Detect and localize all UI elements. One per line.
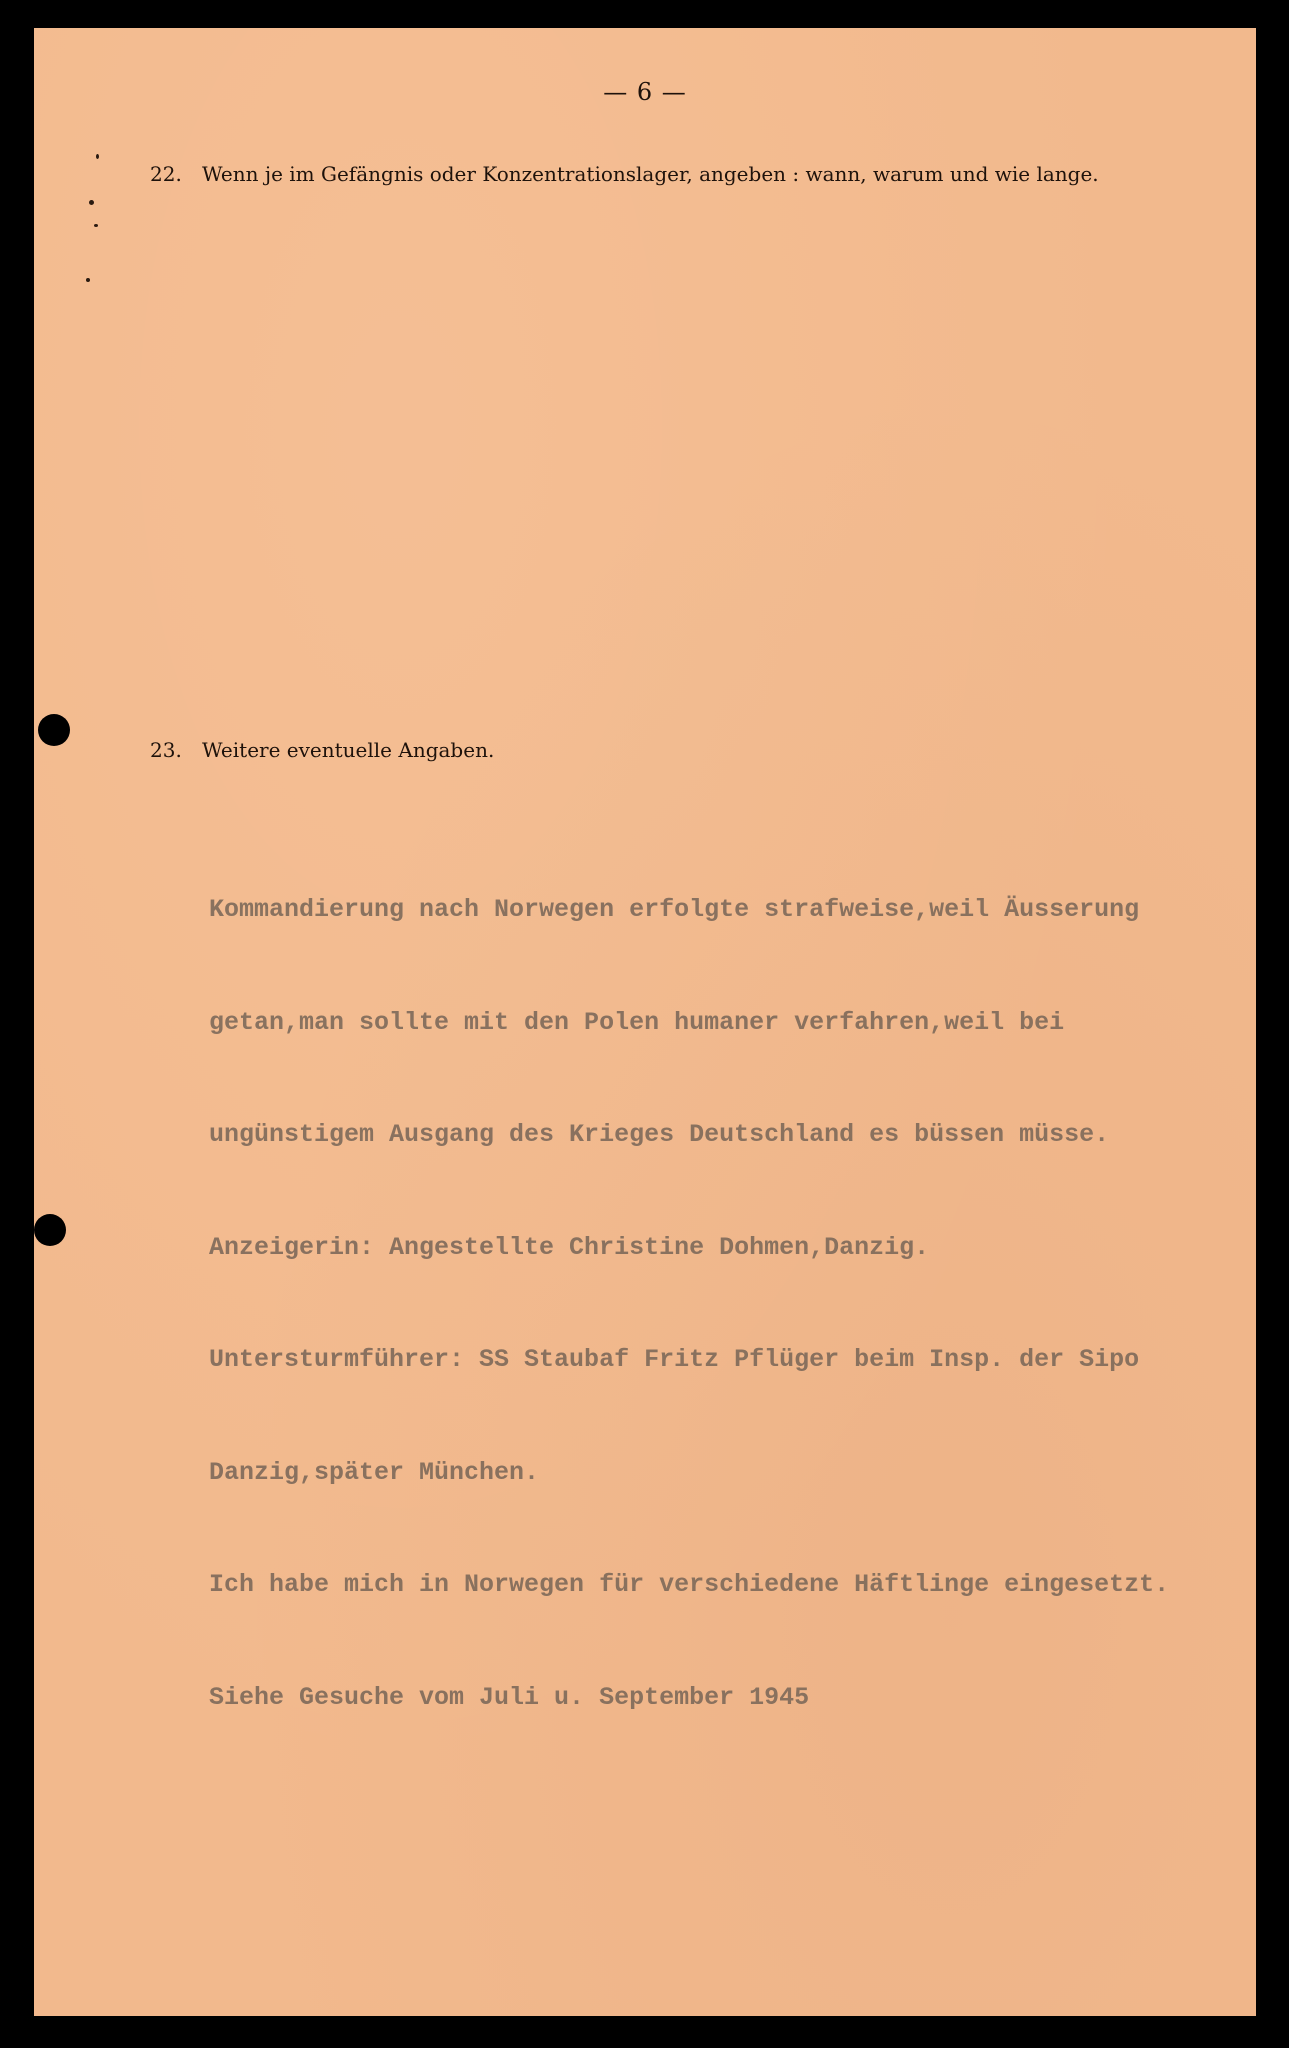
margin-mark — [89, 200, 94, 205]
page-number: — 6 — — [603, 78, 687, 106]
document-page — [34, 28, 1256, 2016]
typed-line: Danzig,später München. — [209, 1457, 540, 1487]
question-22-number: 22. — [150, 162, 182, 186]
typed-line: Anzeigerin: Angestellte Christine Dohmen,Danzig. — [209, 1232, 930, 1262]
typed-line: getan,man sollte mit den Polen humaner verfahren,weil bei — [209, 1007, 1065, 1037]
typed-answer — [209, 816, 1169, 1791]
typed-line: Untersturmführer: SS Staubaf Fritz Pflüger beim Insp. der Sipo — [209, 1345, 1140, 1374]
margin-mark — [94, 224, 98, 227]
typed-line: Kommandierung nach Norwegen erfolgte strafweise,weil Äusserung — [209, 895, 1140, 924]
question-23-number: 23. — [150, 738, 182, 762]
margin-mark — [86, 278, 90, 282]
question-23-text: Weitere eventuelle Angaben. — [202, 738, 495, 762]
typed-line: ungünstigem Ausgang des Krieges Deutschland es büssen müsse. — [209, 1120, 1110, 1149]
question-22-text: Wenn je im Gefängnis oder Konzentrationslager, angeben : wann, warum und wie lange. — [202, 162, 1099, 186]
question-22 — [150, 162, 1099, 186]
question-23 — [150, 738, 494, 762]
punch-hole — [38, 714, 70, 746]
punch-hole — [34, 1214, 66, 1246]
margin-mark — [96, 154, 99, 159]
typed-line: Ich habe mich in Norwegen für verschiedene Häftlinge eingesetzt. — [209, 1570, 1170, 1599]
typed-line: Siehe Gesuche vom Juli u. September 1945 — [209, 1682, 810, 1712]
